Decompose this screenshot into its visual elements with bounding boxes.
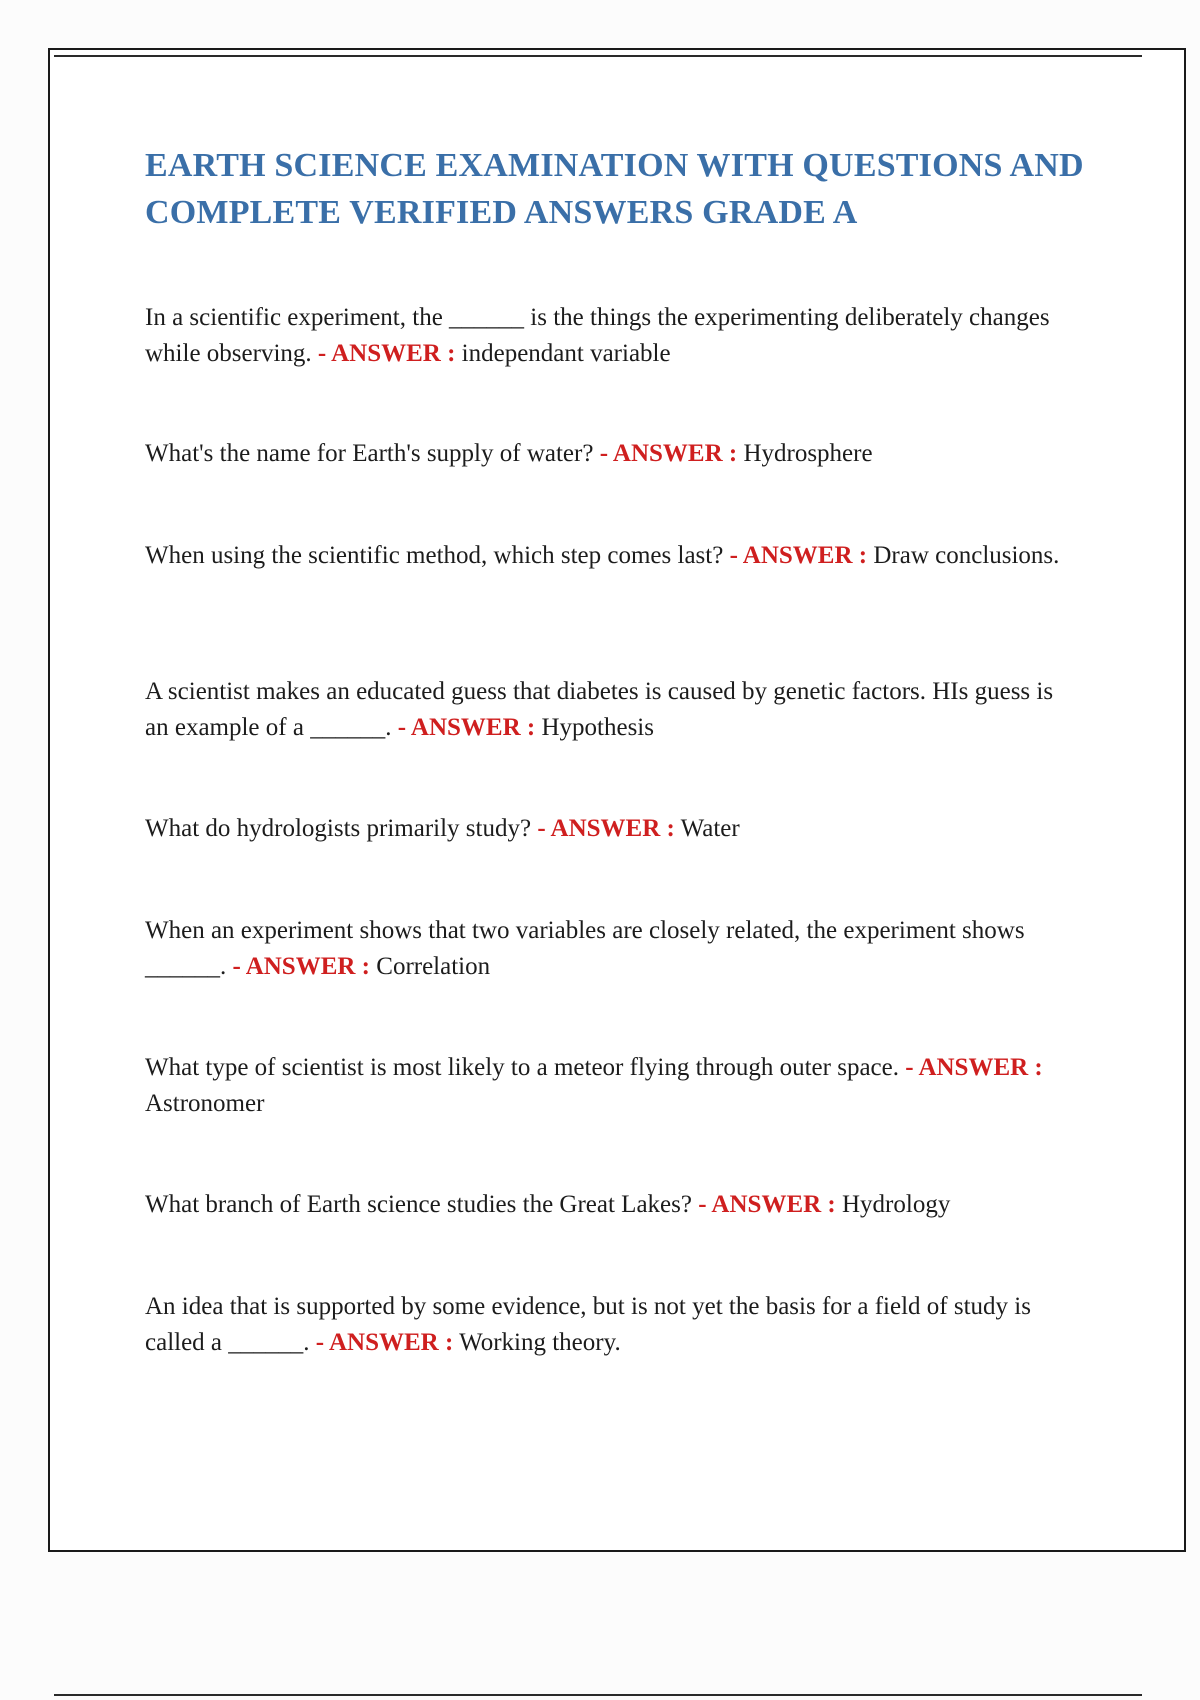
qa-item [145,811,740,847]
qa-item [145,674,1080,746]
question-text: A scientist makes an educated guess that diabetes is caused by genetic factors. HIs guess is an example of a ______. [145,678,1054,741]
qa-item [145,1187,950,1223]
answer-label: - ANSWER : [729,542,868,569]
qa-item [145,913,1080,985]
answer-text: Working theory. [459,1329,621,1356]
qa-item [145,436,873,472]
answer-text: Hydrology [842,1191,951,1218]
question-text: What branch of Earth science studies the Great Lakes? [145,1191,692,1218]
question-text: What's the name for Earth's supply of water? [145,440,594,467]
question-text: What type of scientist is most likely to a meteor flying through outer space. [145,1054,899,1081]
answer-label: - ANSWER : [599,440,738,467]
question-text: An idea that is supported by some evidence, but is not yet the basis for a field of study is called a ______. [145,1293,1031,1356]
answer-text: Draw conclusions. [873,542,1060,569]
top-rule [54,55,1142,57]
qa-item [145,1289,1080,1361]
answer-text: Hypothesis [541,714,654,741]
answer-label: - ANSWER : [315,1329,454,1356]
qa-item [145,1050,1080,1122]
answer-text: independant variable [461,340,671,367]
answer-label: - ANSWER : [397,714,536,741]
answer-label: - ANSWER : [317,340,456,367]
answer-label: - ANSWER : [537,815,675,842]
question-text: In a scientific experiment, the ______ is the things the experimenting deliberately changes while observing. [145,304,1050,367]
answer-label: - ANSWER : [905,1054,1043,1081]
qa-item [145,300,1080,372]
question-text: When an experiment shows that two variables are closely related, the experiment shows ______. [145,917,1025,980]
answer-text: Correlation [376,953,491,980]
document-title: EARTH SCIENCE EXAMINATION WITH QUESTIONS AND COMPLETE VERIFIED ANSWERS GRADE A [145,147,1084,231]
question-text: When using the scientific method, which step comes last? [145,542,724,569]
qa-item [145,538,1059,574]
answer-text: Astronomer [145,1090,265,1117]
answer-label: - ANSWER : [232,953,371,980]
answer-text: Water [680,815,740,842]
answer-text: Hydrosphere [743,440,873,467]
bottom-rule [54,1694,1142,1696]
answer-label: - ANSWER : [698,1191,836,1218]
question-text: What do hydrologists primarily study? [145,815,532,842]
